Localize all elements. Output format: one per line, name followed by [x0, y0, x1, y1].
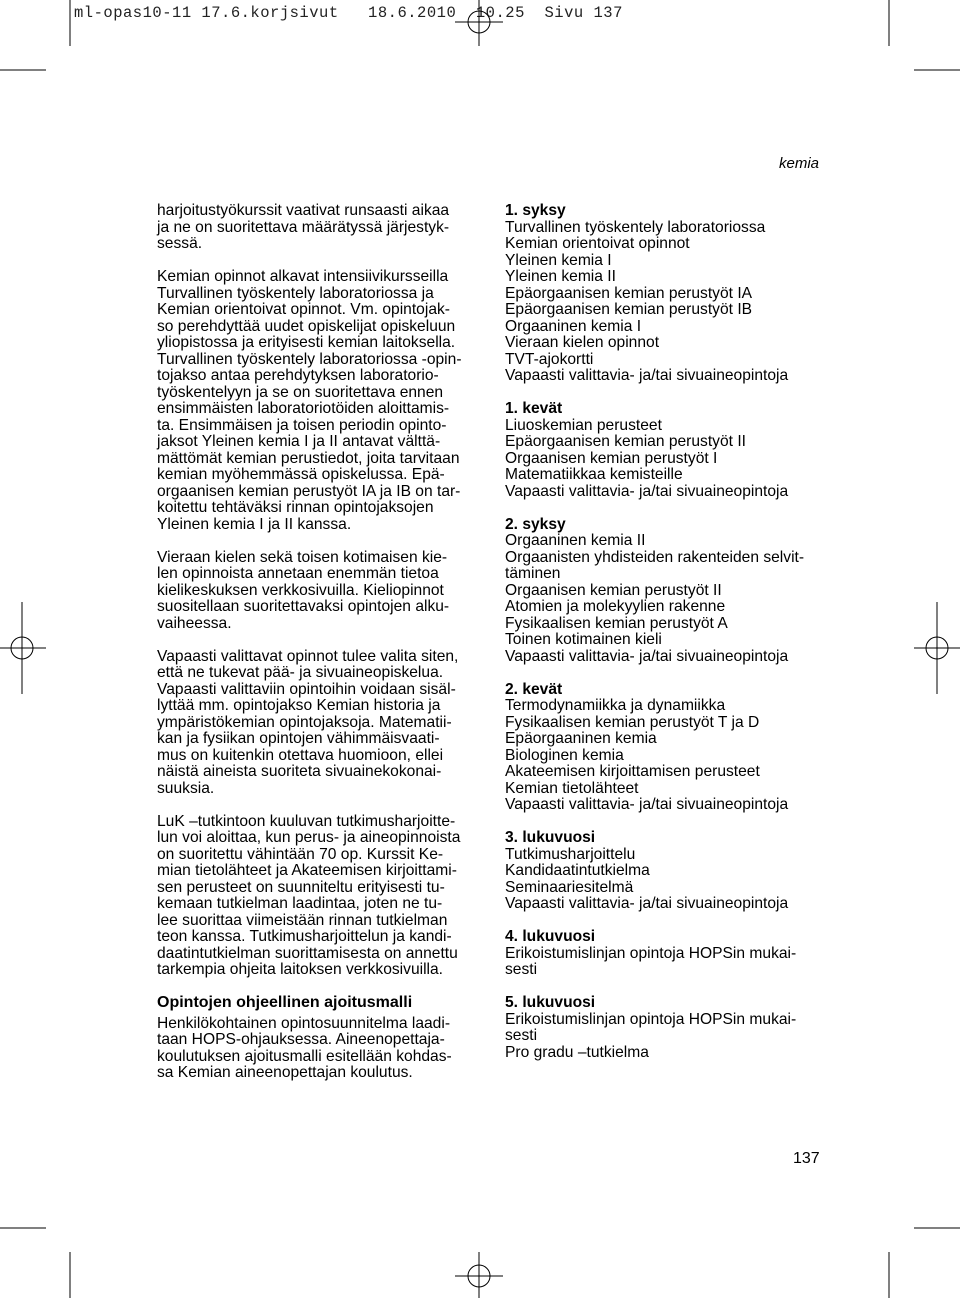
section-item: Matematiikkaa kemisteille — [505, 466, 683, 483]
text-line: Turvallinen työskentely laboratoriossa -opin- — [157, 350, 462, 368]
section-item: Fysikaalisen kemian perustyöt A — [505, 614, 728, 632]
schedule-section — [505, 682, 825, 814]
section-heading: Opintojen ohjeellinen ajoitusmalli — [157, 994, 413, 1011]
text-line: kielikeskuksen verkkosivuilla. Kieliopinnot — [157, 581, 444, 599]
text-line: ympäristökemian opintojaksoja. Matematii- — [157, 713, 452, 731]
section-item: Termodynamiikka ja dynamiikka — [505, 697, 726, 714]
section-item: Orgaanisen kemian perustyöt I — [505, 449, 718, 467]
text-line: vaiheessa. — [157, 614, 232, 632]
section-item: Fysikaalisen kemian perustyöt T ja D — [505, 713, 760, 731]
section-title: 3. lukuvuosi — [505, 829, 596, 846]
text-line: ja ne on suoritettava määrätyssä järjestyk- — [157, 218, 450, 236]
section-item: Kandidaatintutkielma — [505, 862, 650, 879]
text-line: Kemian opinnot alkavat intensiivikursseilla — [157, 268, 449, 285]
section-item: Tutkimusharjoittelu — [505, 845, 636, 863]
registration-mark-top — [455, 0, 503, 46]
text-line: sen perusteet on suunniteltu erityisesti tu- — [157, 878, 445, 896]
text-line: mian tietolähteet ja Akateemisen kirjoittami- — [157, 862, 457, 879]
text-line: sessä. — [157, 235, 203, 252]
text-line: Henkilökohtainen opintosuunnitelma laadi- — [157, 1014, 451, 1032]
section-item: Vapaasti valittavia- ja/tai sivuaineopintoja — [505, 895, 789, 912]
text-line: näistä aineista suoriteta sivuainekokonai- — [157, 763, 442, 780]
section-item: Orgaanisten yhdisteiden rakenteiden selvit- — [505, 548, 805, 566]
text-line: Kemian orientoivat opinnot. Vm. opintojak- — [157, 301, 450, 318]
paragraph — [157, 550, 475, 633]
section-item: Erikoistumislinjan opintoja HOPSin mukai- — [505, 1010, 797, 1028]
section-item: Epäorgaaninen kemia — [505, 730, 657, 747]
text-line: koulutuksen ajoitusmalli esitellään kohdas- — [157, 1047, 452, 1065]
text-line: Vapaasti valittavat opinnot tulee valita siten, — [157, 647, 459, 665]
running-head: kemia — [778, 155, 819, 172]
registration-mark-right — [914, 602, 960, 694]
section-item: Vapaasti valittavia- ja/tai sivuaineopintoja — [505, 647, 789, 665]
section-item: sesti — [505, 961, 538, 978]
section-item: Yleinen kemia I — [505, 251, 612, 269]
section-item: Pro gradu –tutkielma — [505, 1043, 649, 1061]
left-column — [157, 203, 475, 1098]
page-number: 137 — [793, 1150, 820, 1167]
schedule-section — [505, 203, 825, 385]
section-item: täminen — [505, 565, 561, 582]
section-item: Orgaaninen kemia II — [505, 532, 646, 549]
text-line: yliopistossa ja erityisesti kemian laitoksella. — [157, 334, 456, 351]
text-line: työskentelyyn ja se on suoritettava ennen — [157, 383, 444, 401]
text-line: lee suorittaa viimeistään rinnan tutkielman — [157, 911, 448, 929]
text-line: mus on kuitenkin otettava huomioon, ellei — [157, 746, 444, 764]
text-line: len opinnoista annetaan enemmän tietoa — [157, 565, 439, 582]
paragraph — [157, 269, 475, 533]
section-title: 1. syksy — [505, 202, 566, 219]
text-line: suositellaan suoritettavaksi opintojen alku- — [157, 598, 450, 615]
schedule-section — [505, 830, 825, 913]
section-item: Epäorgaanisen kemian perustyöt IB — [505, 301, 753, 318]
section-item: Orgaaninen kemia I — [505, 317, 642, 335]
schedule-section — [505, 995, 825, 1061]
section-item: Vapaasti valittavia- ja/tai sivuaineopintoja — [505, 482, 789, 500]
section-item: Seminaariesitelmä — [505, 878, 634, 896]
section-item: Epäorgaanisen kemian perustyöt IA — [505, 284, 753, 302]
section-title: 2. syksy — [505, 515, 566, 533]
text-line: lyttää mm. opintojakso Kemian historia ja — [157, 697, 441, 714]
section-item: Akateemisen kirjoittamisen perusteet — [505, 763, 760, 780]
section-title: 1. kevät — [505, 400, 563, 417]
text-line: so perehdyttää uudet opiskelijat opiskeluun — [157, 317, 456, 335]
section-item: TVT-ajokortti — [505, 350, 594, 368]
text-line: ensimmäisten laboratoriotöiden aloittamis- — [157, 400, 450, 417]
schedule-section — [505, 401, 825, 500]
registration-mark-bottom — [455, 1252, 503, 1298]
text-line: sa Kemian aineenopettajan koulutus. — [157, 1064, 413, 1081]
section-item: Vapaasti valittavia- ja/tai sivuaineopintoja — [505, 796, 789, 813]
text-line: ta. Ensimmäisen ja toisen periodin opinto- — [157, 416, 447, 434]
text-line: taan HOPS-ohjauksessa. Aineenopettaja- — [157, 1031, 445, 1048]
text-line: kemaan tutkielman laadintaa, joten ne tu- — [157, 895, 443, 912]
text-line: teon kanssa. Tutkimusharjoittelun ja kandi- — [157, 928, 452, 945]
text-line: Yleinen kemia I ja II kanssa. — [157, 515, 352, 533]
paragraph — [157, 814, 475, 979]
text-line: LuK –tutkintoon kuuluvan tutkimusharjoitte- — [157, 812, 456, 830]
text-line: harjoitustyökurssit vaativat runsaasti aikaa — [157, 202, 450, 219]
text-line: kemian myöhemmässä opiskelussa. Epä- — [157, 466, 445, 483]
text-line: lun voi aloittaa, kun perus- ja aineopinnoista — [157, 829, 461, 846]
section-item: Yleinen kemia II — [505, 268, 616, 285]
schedule-section — [505, 517, 825, 666]
registration-mark-left — [0, 602, 46, 694]
text-line: koitettu tehtäväksi rinnan opintojaksojen — [157, 499, 434, 516]
section-item: Vapaasti valittavia- ja/tai sivuaineopintoja — [505, 367, 789, 384]
text-line: on suoritettu vähintään 70 op. Kurssit Ke- — [157, 845, 444, 863]
section-item: Kemian orientoivat opinnot — [505, 235, 690, 252]
section-item: Vieraan kielen opinnot — [505, 334, 660, 351]
text-line: Turvallinen työskentely laboratoriossa ja — [157, 284, 434, 302]
print-slug: ml-opas10-11 17.6.korjsivut 18.6.2010 10.25 Sivu 137 — [74, 4, 623, 22]
text-line: jaksot Yleinen kemia I ja II antavat välttä- — [157, 433, 441, 450]
text-line: suuksia. — [157, 779, 215, 797]
text-line: tojakso antaa perehdytyksen laboratorio- — [157, 367, 439, 384]
section-item: Toinen kotimainen kieli — [505, 631, 662, 648]
text-line: että ne tukevat pää- ja sivuaineopiskelua. — [157, 664, 444, 681]
paragraph — [157, 1016, 475, 1082]
paragraph — [157, 203, 475, 253]
text-line: mättömät kemian perustiedot, joita tarvitaan — [157, 449, 460, 467]
text-line: Vapaasti valittaviin opintoihin voidaan sisäl- — [157, 680, 456, 698]
section-item: Biologinen kemia — [505, 746, 624, 764]
text-line: kan ja fysiikan opintojen vähimmäisvaati- — [157, 730, 440, 747]
text-line: orgaanisen kemian perustyöt IA ja IB on tar- — [157, 482, 461, 500]
text-line: tarkempia ohjeita laitoksen verkkosivuilla. — [157, 961, 444, 978]
text-line: Vieraan kielen sekä toisen kotimaisen kie- — [157, 548, 448, 566]
section-item: Epäorgaanisen kemian perustyöt II — [505, 433, 746, 450]
section-title: 4. lukuvuosi — [505, 928, 596, 945]
section-item: Erikoistumislinjan opintoja HOPSin mukai- — [505, 944, 797, 962]
section-title: 5. lukuvuosi — [505, 994, 596, 1011]
section-item: Turvallinen työskentely laboratoriossa — [505, 218, 766, 236]
section-item: Orgaanisen kemian perustyöt II — [505, 581, 722, 599]
section-item: Atomien ja molekyylien rakenne — [505, 598, 726, 615]
schedule-section — [505, 929, 825, 979]
paragraph — [157, 649, 475, 798]
section-item: Kemian tietolähteet — [505, 779, 639, 797]
text-line: daatintutkielman suorittamisesta on annettu — [157, 944, 458, 962]
section-item: Liuoskemian perusteet — [505, 416, 662, 434]
section-item: sesti — [505, 1027, 538, 1044]
right-column — [505, 203, 825, 1078]
section-title: 2. kevät — [505, 680, 563, 698]
